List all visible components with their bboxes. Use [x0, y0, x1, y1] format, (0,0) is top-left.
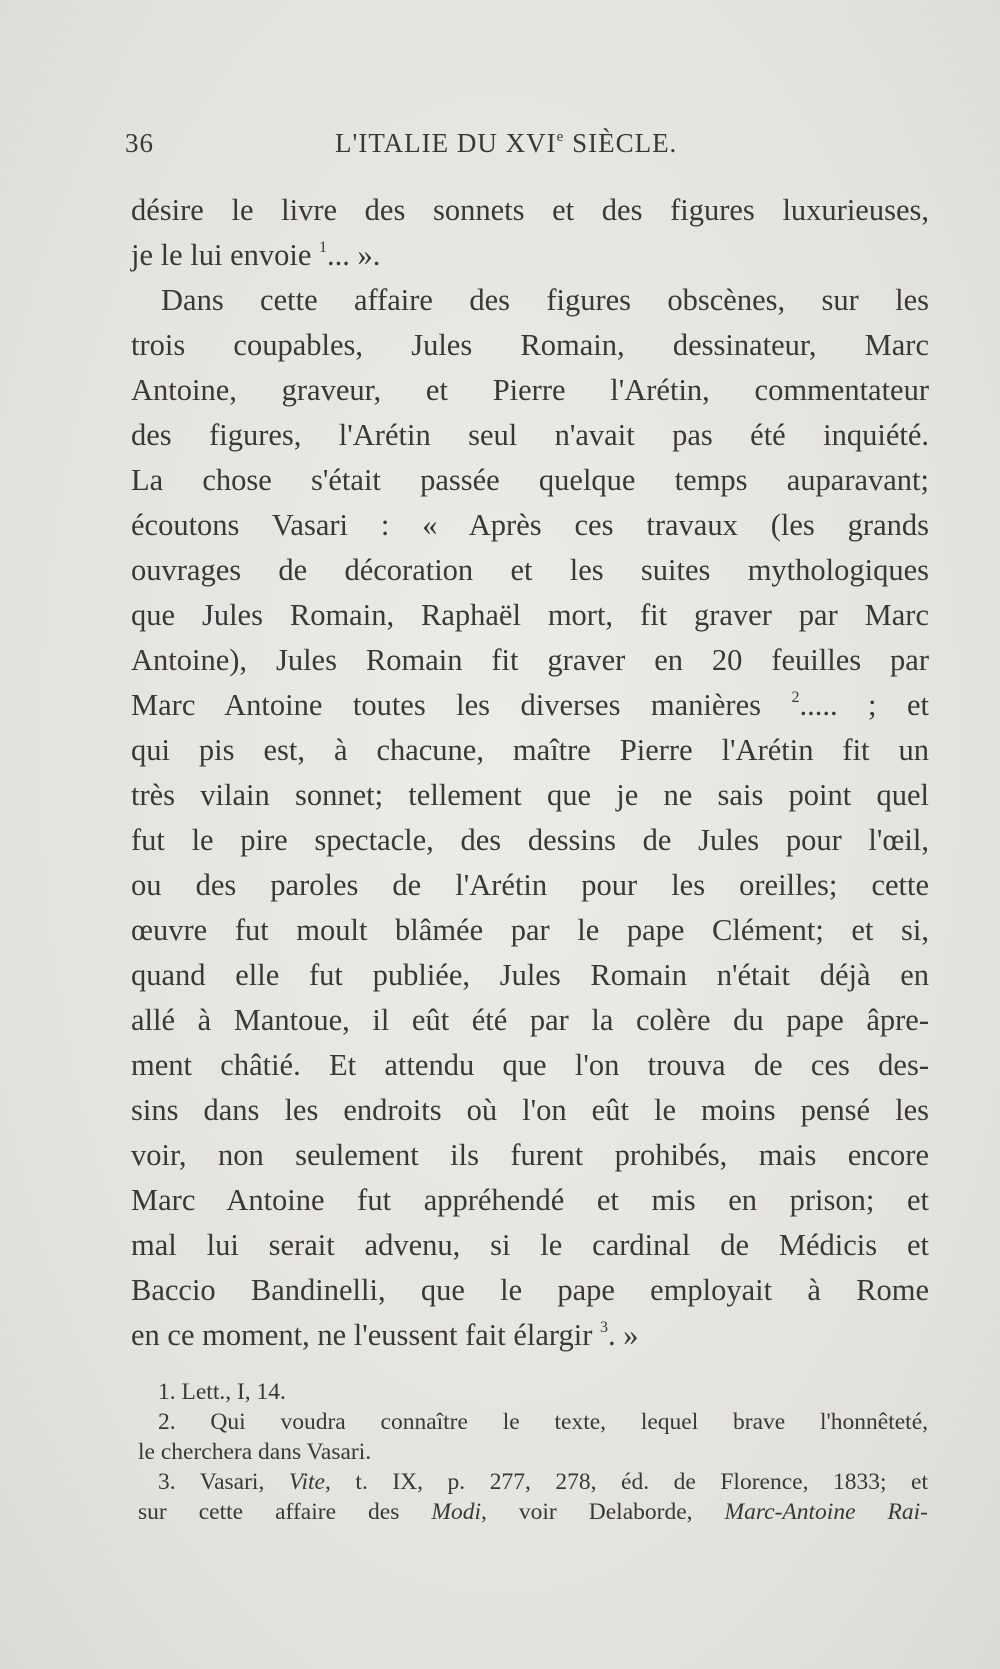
running-head-tail: SIÈCLE. — [564, 128, 678, 158]
italic-title: Vite — [288, 1469, 325, 1495]
footnote-line — [138, 1467, 928, 1497]
text-line — [131, 413, 929, 458]
text-segment: Antoine), Jules Romain fit graver en 20 feuilles par — [131, 643, 929, 677]
text-line — [131, 953, 929, 998]
footnote-line — [138, 1437, 928, 1467]
footnote-text: , voir Delaborde, — [480, 1499, 725, 1525]
text-segment: que Jules Romain, Raphaël mort, fit graver par Marc — [131, 598, 929, 632]
text-segment: allé à Mantoue, il eût été par la colère du pape âpre- — [131, 1003, 929, 1037]
text-segment: Dans cette affaire des figures obscènes, sur les — [161, 283, 929, 317]
text-segment: ment châtié. Et attendu que l'on trouva de ces des- — [131, 1048, 929, 1082]
text-segment: ouvrages de décoration et les suites mythologiques — [131, 553, 929, 587]
footnote-line — [138, 1497, 928, 1527]
text-line — [131, 548, 929, 593]
footnote-text: 1. Lett., I, 14. — [158, 1379, 286, 1405]
footnote-line — [138, 1407, 928, 1437]
footnote-reference: 2 — [791, 689, 800, 706]
text-line — [131, 1133, 929, 1178]
footnote-text: sur cette affaire des — [138, 1499, 432, 1525]
text-line — [131, 638, 929, 683]
text-segment: œuvre fut moult blâmée par le pape Clément; et si, — [131, 913, 929, 947]
text-line — [131, 593, 929, 638]
text-segment: Antoine, graveur, et Pierre l'Arétin, commentateur — [131, 373, 929, 407]
text-segment: très vilain sonnet; tellement que je ne sais point quel — [131, 778, 929, 812]
text-segment: . » — [608, 1318, 639, 1352]
footnote-text: 2. Qui voudra connaître le texte, lequel brave l'honnêteté, — [158, 1409, 928, 1435]
body-text — [131, 188, 929, 1358]
text-line — [131, 233, 929, 278]
page-number: 36 — [125, 128, 154, 158]
text-segment: je le lui envoie — [131, 238, 320, 272]
italic-title: Modi — [431, 1499, 481, 1525]
footnote-reference: 3 — [600, 1319, 609, 1336]
text-segment: Baccio Bandinelli, que le pape employait à Rome — [131, 1273, 929, 1307]
text-line — [131, 323, 929, 368]
text-segment: sins dans les endroits où l'on eût le moins pensé les — [131, 1093, 929, 1127]
footnote-text: le cherchera dans Vasari. — [138, 1439, 372, 1465]
text-segment: ou des paroles de l'Arétin pour les oreilles; cette — [131, 868, 929, 902]
text-segment: La chose s'était passée quelque temps auparavant; — [131, 463, 929, 497]
text-segment: trois coupables, Jules Romain, dessinateur, Marc — [131, 328, 929, 362]
text-segment: Marc Antoine fut appréhendé et mis en prison; et — [131, 1183, 929, 1217]
text-line — [131, 1088, 929, 1133]
text-line — [131, 1223, 929, 1268]
text-segment: Marc Antoine toutes les diverses manières — [131, 688, 792, 722]
text-segment: des figures, l'Arétin seul n'avait pas été inquiété. — [131, 418, 929, 452]
text-line — [131, 368, 929, 413]
footnote-text: 3. Vasari, — [158, 1469, 289, 1495]
text-line — [131, 773, 929, 818]
text-segment: écoutons Vasari : « Après ces travaux (les grands — [131, 508, 929, 542]
text-segment: mal lui serait advenu, si le cardinal de Médicis et — [131, 1228, 929, 1262]
footnotes — [138, 1377, 928, 1527]
text-line — [131, 683, 929, 728]
text-line — [131, 278, 929, 323]
text-segment: désire le livre des sonnets et des figures luxurieuses, — [131, 193, 929, 227]
text-line — [131, 863, 929, 908]
text-segment: ... ». — [327, 238, 381, 272]
footnote-line — [138, 1377, 928, 1407]
page-header — [125, 128, 925, 168]
text-line — [131, 503, 929, 548]
text-line — [131, 1043, 929, 1088]
text-line — [131, 728, 929, 773]
italic-title: Marc-Antoine Rai- — [724, 1499, 928, 1525]
text-line — [131, 818, 929, 863]
text-line — [131, 458, 929, 503]
text-segment: en ce moment, ne l'eussent fait élargir — [131, 1318, 601, 1352]
text-line — [131, 1178, 929, 1223]
footnote-text: , t. IX, p. 277, 278, éd. de Florence, 1833; et — [325, 1469, 929, 1495]
text-segment: voir, non seulement ils furent prohibés, mais encore — [131, 1138, 929, 1172]
running-head — [335, 128, 677, 159]
running-head-superscript: e — [556, 129, 565, 145]
text-line — [131, 1313, 929, 1358]
running-head-text: L'ITALIE DU XVI — [335, 128, 557, 158]
text-line — [131, 998, 929, 1043]
footnote-reference: 1 — [319, 239, 328, 256]
text-segment: quand elle fut publiée, Jules Romain n'était déjà en — [131, 958, 929, 992]
text-line — [131, 908, 929, 953]
text-line — [131, 188, 929, 233]
text-segment: qui pis est, à chacune, maître Pierre l'Arétin fit un — [131, 733, 929, 767]
text-line — [131, 1268, 929, 1313]
text-segment: fut le pire spectacle, des dessins de Jules pour l'œil, — [131, 823, 929, 857]
text-segment: ..... ; et — [799, 688, 929, 722]
